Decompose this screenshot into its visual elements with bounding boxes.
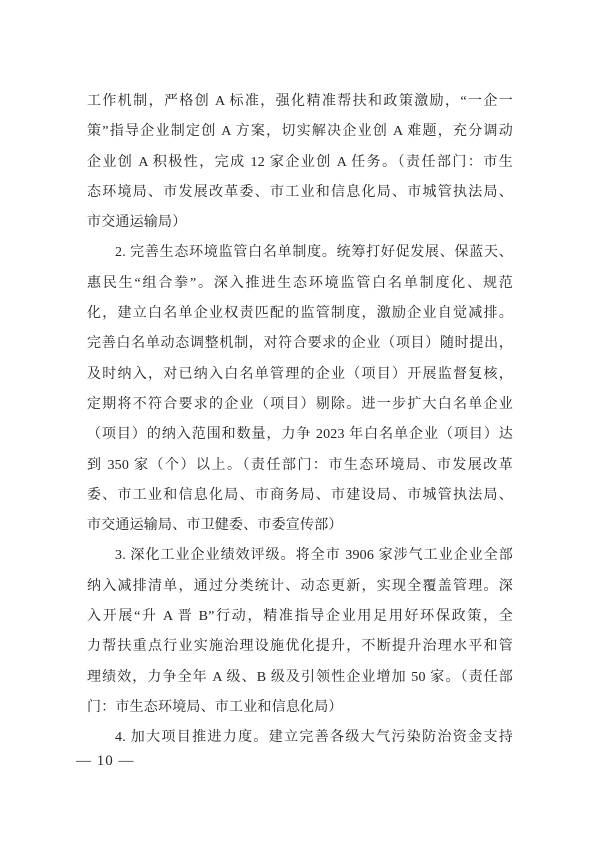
text-line: 企业创 A 积极性，完成 12 家企业创 A 任务。（责任部门：市生 <box>87 154 513 170</box>
text-line: 完善白名单动态调整机制，对符合要求的企业（项目）随时提出， <box>87 336 513 352</box>
paragraph <box>87 87 513 238</box>
text-line: 惠民生“组合拳”。深入推进生态环境监管白名单制度化、规范 <box>87 275 513 291</box>
text-line: 市交通运输局、市卫健委、市委宣传部） <box>87 518 343 534</box>
paragraph <box>87 723 513 753</box>
text-line: 力帮扶重点行业实施治理设施优化提升，不断提升治理水平和管 <box>87 639 513 655</box>
text-line: 工作机制，严格创 A 标准，强化精准帮扶和政策激励，“一企一 <box>87 94 513 109</box>
text-line: 4. 加大项目推进力度。建立完善各级大气污染防治资金支持 <box>115 730 513 746</box>
text-line: 委、市工业和信息化局、市商务局、市建设局、市城管执法局、 <box>87 487 513 503</box>
document-body <box>87 87 513 754</box>
paragraph <box>87 541 513 723</box>
text-line: 市交通运输局） <box>87 215 187 231</box>
text-line: 3. 深化工业企业绩效评级。将全市 3906 家涉气工业企业全部 <box>115 548 513 564</box>
paragraph <box>87 238 513 541</box>
text-line: 及时纳入，对已纳入白名单管理的企业（项目）开展监督复核， <box>87 366 513 382</box>
text-line: 化，建立白名单企业权责匹配的监管制度，激励企业自觉减排。 <box>87 306 513 322</box>
text-line: 纳入减排清单，通过分类统计、动态更新，实现全覆盖管理。深 <box>87 578 513 594</box>
text-line: 到 350 家（个）以上。（责任部门：市生态环境局、市发展改革 <box>87 457 513 473</box>
text-line: 2. 完善生态环境监管白名单制度。统筹打好促发展、保蓝天、 <box>115 245 513 261</box>
text-line: 理绩效，力争全年 A 级、B 级及引领性企业增加 50 家。（责任部 <box>87 669 513 685</box>
page-number: — 10 — <box>76 753 135 769</box>
text-line: 策”指导企业制定创 A 方案，切实解决企业创 A 难题，充分调动 <box>87 124 513 140</box>
text-line: 定期将不符合要求的企业（项目）剔除。进一步扩大白名单企业 <box>87 396 513 412</box>
text-line: 门：市生态环境局、市工业和信息化局） <box>87 699 343 715</box>
text-line: （项目）的纳入范围和数量，力争 2023 年白名单企业（项目）达 <box>87 427 513 443</box>
text-line: 入开展“升 A 晋 B”行动，精准指导企业用足用好环保政策，全 <box>87 609 513 625</box>
text-line: 态环境局、市发展改革委、市工业和信息化局、市城管执法局、 <box>87 184 513 200</box>
